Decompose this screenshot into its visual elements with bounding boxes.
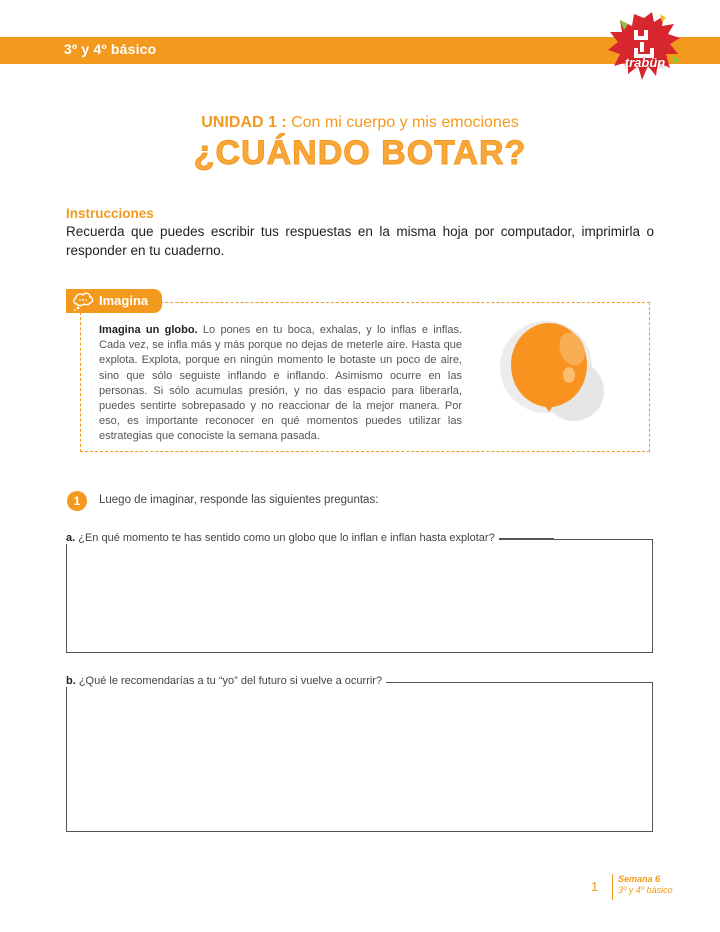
thought-cloud-icon	[72, 291, 94, 311]
trabun-logo	[604, 10, 684, 88]
imagina-text	[99, 323, 462, 445]
unit-title	[0, 114, 720, 132]
question-a	[66, 532, 499, 544]
footer-week: Semana 6	[618, 874, 661, 884]
question-b-text: ¿Qué le recomendarías a tu “yo” del futuro si vuelve a ocurrir?	[75, 675, 383, 687]
footer-divider	[612, 874, 613, 900]
activity-number: 1	[67, 491, 87, 511]
imagina-label: Imagina	[99, 293, 149, 308]
balloon-illustration	[490, 315, 610, 435]
instructions-text: Recuerda que puedes escribir tus respuestas en la misma hoja por computador, imprimirla o responder en tu cuaderno.	[66, 224, 654, 258]
footer-grade: 3º y 4º básico	[618, 885, 673, 895]
question-b-letter: b.	[66, 675, 76, 687]
page-title: ¿CUÁNDO BOTAR?	[193, 134, 527, 172]
logo-text: trabün	[624, 55, 666, 70]
question-a-letter: a.	[66, 532, 76, 544]
unit-subtitle: Con mi cuerpo y mis emociones	[291, 114, 519, 131]
imagina-body: Lo pones en tu boca, exhalas, y lo inflas e inflas. Cada vez, se infla más y más porque no dejas de meterle aire. Hasta que explota. Explota, porque en ningún momento le botaste un poco de aire, sino que sólo seguiste inflando e inflando. Asimismo ocurre en las personas. Si sólo acumulas presión, y no das espacio para liberarla, puedes sentirte sobrepasado y no reaccionar de la mejor manera. Por eso, es importante reconocer en qué momentos puedes utilizar las estrategias que conociste la semana pasada.	[99, 324, 462, 443]
instructions-heading: Instrucciones	[66, 206, 154, 221]
activity-intro: Luego de imaginar, responde las siguientes preguntas:	[99, 494, 379, 506]
question-a-text: ¿En qué momento te has sentido como un globo que lo inflan e inflan hasta explotar?	[75, 532, 495, 544]
page-number: 1	[591, 879, 599, 894]
answer-box-a[interactable]	[66, 539, 653, 653]
question-b	[66, 675, 386, 687]
grade-label: 3º y 4º básico	[64, 41, 157, 57]
unit-label: UNIDAD 1 :	[201, 114, 287, 131]
imagina-lead: Imagina un globo.	[99, 324, 198, 336]
answer-box-b[interactable]	[66, 682, 653, 832]
